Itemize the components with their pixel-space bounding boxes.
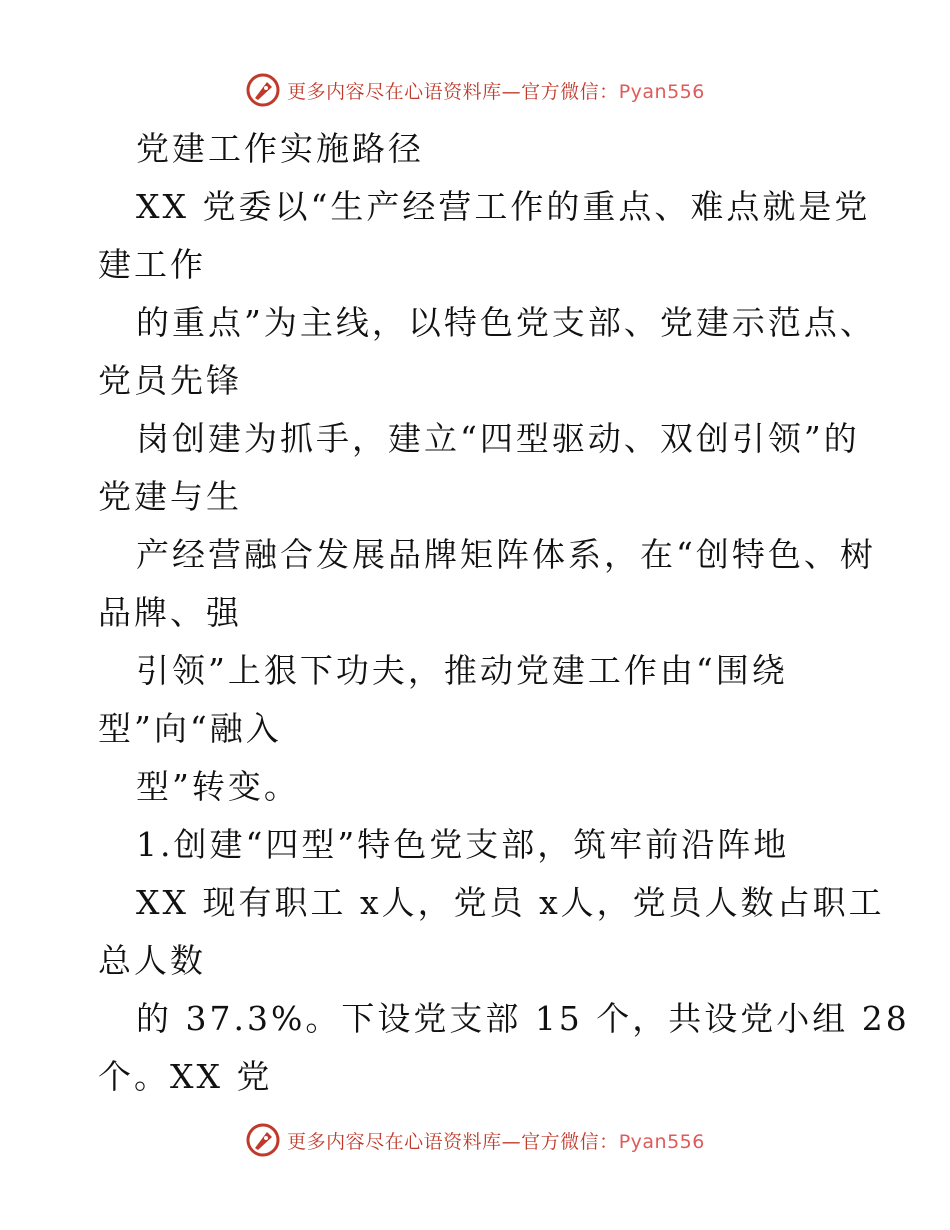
- banner-separator: —: [501, 80, 522, 103]
- doc-line: 型”转变。: [136, 767, 300, 806]
- banner-separator: —: [501, 1130, 522, 1153]
- doc-line: 的重点”为主线，以特色党支部、党建示范点、: [136, 303, 876, 342]
- doc-line: 的 37.3%。下设党支部 15 个，共设党小组 28: [136, 999, 910, 1038]
- doc-subheading: 1.创建“四型”特色党支部，筑牢前沿阵地: [136, 825, 790, 864]
- header-banner-inner: [245, 72, 705, 108]
- header-banner-text: [287, 77, 705, 104]
- doc-heading: 党建工作实施路径: [136, 129, 424, 168]
- doc-line: 党建与生: [98, 477, 242, 516]
- footer-banner-inner: [245, 1122, 705, 1158]
- footer-banner: [0, 1118, 950, 1162]
- banner-wechat-label: 官方微信：: [521, 1130, 619, 1153]
- banner-slogan: 更多内容尽在心语资料库: [287, 1130, 502, 1153]
- banner-slogan: 更多内容尽在心语资料库: [287, 80, 502, 103]
- doc-line: 个。XX 党: [98, 1057, 273, 1096]
- document-body: [98, 120, 910, 1106]
- doc-line: 建工作: [98, 245, 206, 284]
- doc-line: 岗创建为抓手，建立“四型驱动、双创引领”的: [136, 419, 860, 458]
- doc-line: 引领”上狠下功夫，推动党建工作由“围绕: [136, 651, 788, 690]
- footer-banner-text: [287, 1127, 705, 1154]
- header-banner: [0, 68, 950, 112]
- doc-line: 总人数: [98, 941, 206, 980]
- doc-line: XX 现有职工 x人，党员 x人，党员人数占职工: [136, 883, 885, 922]
- pen-nib-circle-logo-icon: [245, 72, 281, 108]
- doc-line: 型”向“融入: [98, 709, 282, 748]
- doc-line: 党员先锋: [98, 361, 242, 400]
- banner-wechat-id: Pyan556: [618, 80, 705, 103]
- doc-line: 产经营融合发展品牌矩阵体系，在“创特色、树: [136, 535, 876, 574]
- banner-wechat-id: Pyan556: [618, 1130, 705, 1153]
- pen-nib-circle-logo-icon: [245, 1122, 281, 1158]
- doc-line: XX 党委以“生产经营工作的重点、难点就是党: [136, 187, 871, 226]
- doc-line: 品牌、强: [98, 593, 242, 632]
- banner-wechat-label: 官方微信：: [521, 80, 619, 103]
